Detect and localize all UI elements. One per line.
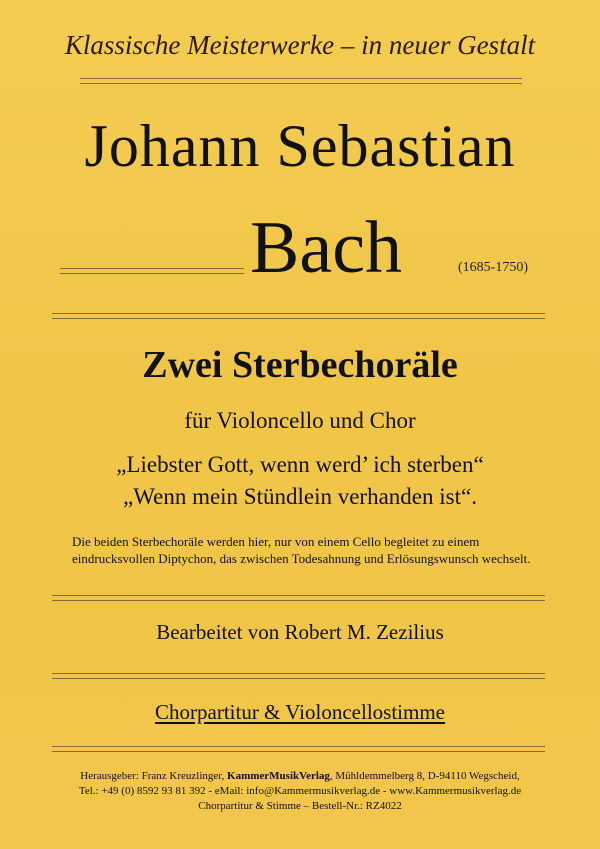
chorale-title: „Wenn mein Stündlein verhanden ist“. <box>123 484 477 509</box>
publisher-prefix: Herausgeber: Franz Kreuzlinger, <box>80 770 228 782</box>
work-description: Die beiden Sterbechoräle werden hier, nur von einem Cello begleitet zu einem eindrucksvollen Diptychon, das zwischen Todesahnung und Erlösungswunsch wechselt. <box>72 534 531 566</box>
chorale-title: „Liebster Gott, wenn werd’ ich sterben“ <box>116 452 484 477</box>
publisher-name: KammerMusikVerlag <box>227 770 330 782</box>
order-number: Chorpartitur & Stimme – Bestell-Nr.: RZ4022 <box>198 800 402 812</box>
composer-last-name: Bach <box>250 207 403 289</box>
composer-first-names: Johann Sebastian <box>84 113 516 179</box>
divider-rule <box>52 595 545 601</box>
composer-dates: (1685-1750) <box>458 260 528 275</box>
publisher-address: , Mühldemmelberg 8, D-94110 Wegscheid, <box>329 770 520 782</box>
divider-rule <box>52 746 545 752</box>
divider-rule <box>60 268 244 274</box>
work-title: Zwei Sterbechoräle <box>142 344 458 386</box>
edition-label <box>0 700 600 725</box>
publisher-contact: Tel.: +49 (0) 8592 93 81 392 - eMail: info@Kammermusikverlag.de - www.Kammermusikverlag.de <box>78 785 522 797</box>
series-title: Klassische Meisterwerke – in neuer Gestalt <box>64 30 536 60</box>
work-subtitle: für Violoncello und Chor <box>184 408 416 433</box>
arranger-credit: Bearbeitet von Robert M. Zezilius <box>156 620 444 644</box>
publisher-line <box>0 769 600 784</box>
publisher-imprint <box>0 769 600 814</box>
divider-rule <box>80 78 522 84</box>
divider-rule <box>52 673 545 679</box>
edition-label-text: Chorpartitur & Violoncellostimme <box>155 700 445 724</box>
divider-rule <box>52 313 545 319</box>
